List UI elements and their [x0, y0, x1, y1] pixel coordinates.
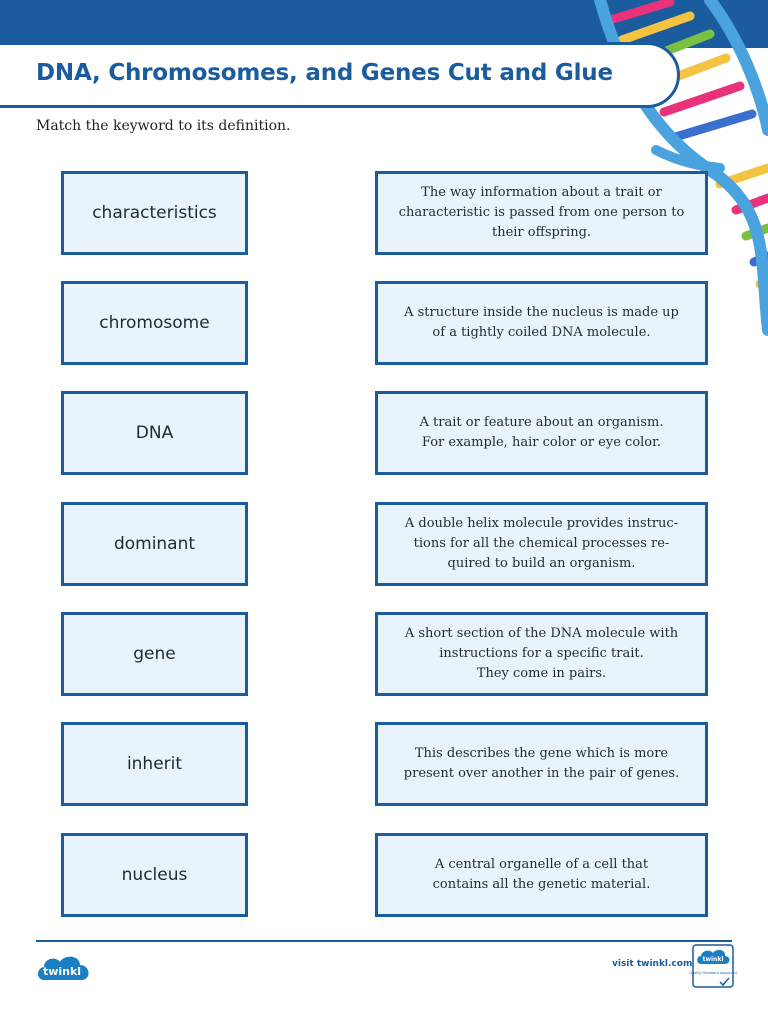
- keyword-card: [61, 833, 248, 917]
- keyword-card: [61, 502, 248, 586]
- keyword-label: inherit: [126, 754, 183, 774]
- keyword-card: [61, 722, 248, 806]
- definition-text: A trait or feature about an organism. For example, hair color or eye color.: [419, 415, 664, 450]
- twinkl-logo[interactable]: [34, 950, 94, 986]
- definition-card: [375, 502, 708, 586]
- page-title: DNA, Chromosomes, and Genes Cut and Glue: [36, 60, 613, 86]
- definition-card: [375, 612, 708, 696]
- badge-text: twinkl: [702, 956, 724, 963]
- keyword-label: dominant: [113, 534, 196, 554]
- quality-standard-badge: [689, 944, 737, 988]
- definition-text: A double helix molecule provides instruc- tions for all the chemical processes re- quired to build an organism.: [404, 516, 679, 571]
- definition-text: A structure inside the nucleus is made up of a tightly coiled DNA molecule.: [404, 305, 679, 340]
- definition-card: [375, 722, 708, 806]
- definition-card: [375, 391, 708, 475]
- definition-text: This describes the gene which is more present over another in the pair of genes.: [403, 746, 680, 781]
- definition-text: The way information about a trait or characteristic is passed from one person to their offspring.: [398, 185, 685, 240]
- instructions-text: Match the keyword to its definition.: [36, 118, 291, 134]
- definition-card: [375, 281, 708, 365]
- keyword-label: nucleus: [121, 865, 188, 885]
- keyword-label: chromosome: [99, 313, 210, 333]
- logo-text: twinkl: [42, 965, 82, 978]
- footer-divider: [36, 940, 732, 942]
- keyword-label: characteristics: [92, 203, 217, 223]
- definition-text: A central organelle of a cell that contains all the genetic material.: [432, 857, 651, 892]
- keyword-label: DNA: [135, 423, 174, 443]
- definition-card: [375, 171, 708, 255]
- definition-text: A short section of the DNA molecule with instructions for a specific trait. They come in pairs.: [404, 626, 679, 681]
- keyword-card: [61, 281, 248, 365]
- visit-link[interactable]: visit twinkl.com: [612, 959, 693, 969]
- keyword-card: [61, 171, 248, 255]
- keyword-card: [61, 612, 248, 696]
- badge-subtext: Quality Standard Approved: [689, 971, 737, 975]
- definition-card: [375, 833, 708, 917]
- keyword-card: [61, 391, 248, 475]
- keyword-label: gene: [133, 644, 176, 664]
